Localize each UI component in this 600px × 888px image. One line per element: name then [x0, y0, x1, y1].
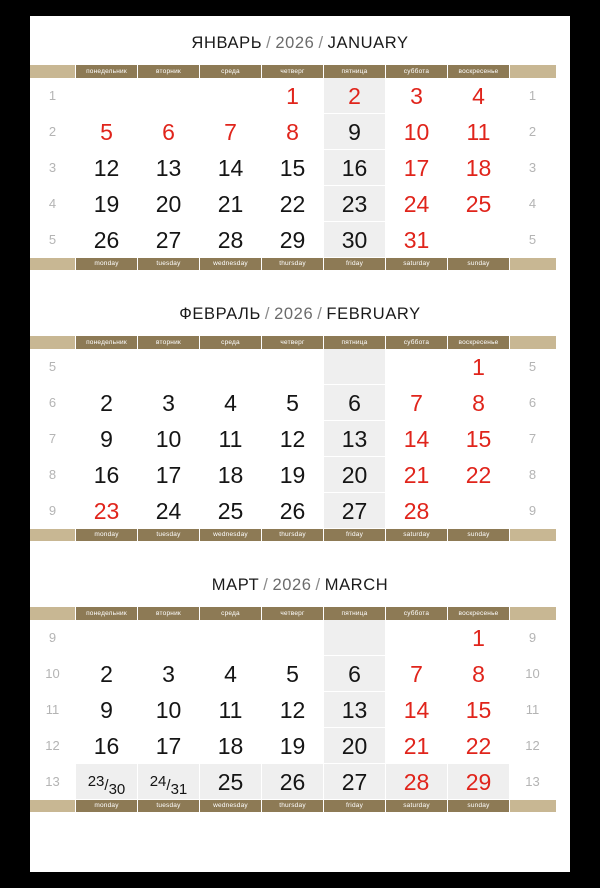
weeknum-header-left — [30, 607, 76, 620]
day-cell — [386, 349, 448, 385]
weekday-footer-en: tuesday — [138, 258, 200, 270]
day-cell-fraction-num: 23 — [87, 773, 105, 790]
day-cell-fraction-slash: / — [104, 777, 109, 794]
weekday-header-ru: понедельник — [76, 607, 138, 620]
day-cell: 12 — [76, 150, 138, 186]
weekday-header-ru: четверг — [262, 607, 324, 620]
day-cell: 2 — [76, 656, 138, 692]
month-title-ru: МАРТ — [211, 576, 260, 594]
day-cell: 17 — [386, 150, 448, 186]
weekday-header-ru: вторник — [138, 65, 200, 78]
month-grid — [30, 65, 570, 270]
day-cell: 12 — [262, 421, 324, 457]
weeknum-footer-left — [30, 800, 76, 812]
weekday-footer-en: tuesday — [138, 800, 200, 812]
day-cell — [386, 620, 448, 656]
title-separator: / — [317, 305, 323, 323]
day-cell-fraction-den: 30 — [108, 781, 126, 798]
week-number-right: 4 — [510, 186, 556, 222]
day-cell — [324, 620, 386, 656]
day-cell: 7 — [386, 656, 448, 692]
week-number-right: 7 — [510, 421, 556, 457]
day-cell: 30 — [324, 222, 386, 258]
weekday-footer-en: friday — [324, 800, 386, 812]
day-cell: 18 — [200, 728, 262, 764]
day-cell: 31 — [386, 222, 448, 258]
day-cell — [138, 78, 200, 114]
calendar-sheet — [30, 16, 570, 872]
week-number-left: 10 — [30, 656, 76, 692]
day-cell: 5 — [76, 114, 138, 150]
weekday-header-ru: понедельник — [76, 65, 138, 78]
day-cell: 29 — [448, 764, 510, 800]
day-cell: 10 — [138, 421, 200, 457]
day-cell: 3 — [138, 385, 200, 421]
day-cell: 2 — [76, 385, 138, 421]
weekday-header-ru: вторник — [138, 607, 200, 620]
weekday-footer-en: thursday — [262, 529, 324, 541]
week-number-left: 7 — [30, 421, 76, 457]
week-number-left: 2 — [30, 114, 76, 150]
weekday-footer-en: wednesday — [200, 258, 262, 270]
month-title — [30, 558, 570, 607]
week-number-right: 2 — [510, 114, 556, 150]
day-cell: 6 — [138, 114, 200, 150]
day-cell: 10 — [386, 114, 448, 150]
weekday-footer-en: wednesday — [200, 529, 262, 541]
day-cell: 1 — [262, 78, 324, 114]
day-cell: 27 — [324, 764, 386, 800]
title-separator: / — [266, 34, 272, 52]
day-cell: 18 — [448, 150, 510, 186]
day-cell: 13 — [324, 692, 386, 728]
day-cell: 24 — [138, 493, 200, 529]
week-number-right: 1 — [510, 78, 556, 114]
block-gap — [30, 541, 570, 558]
day-cell: 1 — [448, 349, 510, 385]
month-title-year: 2026 — [272, 576, 312, 594]
weeknum-header-right — [510, 336, 556, 349]
weekday-footer-en: wednesday — [200, 800, 262, 812]
day-cell — [76, 349, 138, 385]
day-cell: 6 — [324, 385, 386, 421]
day-cell-fraction — [88, 768, 126, 804]
day-cell — [448, 222, 510, 258]
weeknum-footer-left — [30, 529, 76, 541]
day-cell: 22 — [448, 728, 510, 764]
week-number-right: 13 — [510, 764, 556, 800]
title-separator: / — [264, 305, 271, 323]
week-number-left: 12 — [30, 728, 76, 764]
weekday-header-ru: пятница — [324, 65, 386, 78]
day-cell: 10 — [138, 692, 200, 728]
weekday-header-ru: воскресенье — [448, 336, 510, 349]
day-cell: 19 — [76, 186, 138, 222]
weekday-footer-en: saturday — [386, 258, 448, 270]
weekday-footer-en: friday — [324, 258, 386, 270]
day-cell: 20 — [324, 457, 386, 493]
weekday-header-ru: пятница — [324, 336, 386, 349]
day-cell: 9 — [76, 692, 138, 728]
weeknum-header-left — [30, 336, 76, 349]
day-cell: 11 — [200, 421, 262, 457]
day-cell: 14 — [386, 692, 448, 728]
weekday-footer-en: thursday — [262, 800, 324, 812]
day-cell: 20 — [324, 728, 386, 764]
weekday-header-ru: воскресенье — [448, 607, 510, 620]
weekday-footer-en: saturday — [386, 800, 448, 812]
week-number-left: 5 — [30, 222, 76, 258]
week-number-right: 6 — [510, 385, 556, 421]
day-cell: 20 — [138, 186, 200, 222]
weekday-footer-en: sunday — [448, 529, 510, 541]
day-cell — [76, 620, 138, 656]
day-cell: 29 — [262, 222, 324, 258]
week-number-left: 9 — [30, 493, 76, 529]
day-cell: 18 — [200, 457, 262, 493]
month-grid — [30, 607, 570, 812]
day-cell — [262, 349, 324, 385]
month-title-en: JANUARY — [327, 34, 409, 52]
weekday-footer-en: saturday — [386, 529, 448, 541]
weekday-footer-en: thursday — [262, 258, 324, 270]
week-number-right: 5 — [510, 222, 556, 258]
day-cell: 23 — [324, 186, 386, 222]
week-number-left: 4 — [30, 186, 76, 222]
week-number-right: 9 — [510, 493, 556, 529]
weekday-footer-en: monday — [76, 800, 138, 812]
day-cell: 28 — [200, 222, 262, 258]
day-cell — [138, 620, 200, 656]
week-number-right: 5 — [510, 349, 556, 385]
weeknum-header-right — [510, 607, 556, 620]
weekday-header-ru: воскресенье — [448, 65, 510, 78]
day-cell: 23 — [76, 493, 138, 529]
day-cell: 15 — [448, 692, 510, 728]
weekday-footer-en: sunday — [448, 800, 510, 812]
weekday-header-ru: пятница — [324, 607, 386, 620]
day-cell — [448, 493, 510, 529]
day-cell: 4 — [200, 385, 262, 421]
month-title-en: FEBRUARY — [326, 305, 421, 323]
week-number-left: 1 — [30, 78, 76, 114]
weekday-footer-en: tuesday — [138, 529, 200, 541]
day-cell: 22 — [262, 186, 324, 222]
day-cell: 24 — [386, 186, 448, 222]
day-cell: 21 — [200, 186, 262, 222]
day-cell: 3 — [138, 656, 200, 692]
day-cell: 16 — [324, 150, 386, 186]
day-cell: 13 — [138, 150, 200, 186]
day-cell: 15 — [448, 421, 510, 457]
day-cell: 26 — [76, 222, 138, 258]
weekday-header-ru: среда — [200, 607, 262, 620]
week-number-left: 3 — [30, 150, 76, 186]
week-number-left: 5 — [30, 349, 76, 385]
day-cell: 3 — [386, 78, 448, 114]
day-cell — [324, 349, 386, 385]
day-cell: 11 — [448, 114, 510, 150]
day-cell: 19 — [262, 457, 324, 493]
day-cell: 19 — [262, 728, 324, 764]
week-number-left: 8 — [30, 457, 76, 493]
day-cell: 7 — [200, 114, 262, 150]
day-cell: 22 — [448, 457, 510, 493]
title-separator: / — [318, 34, 324, 52]
day-cell — [138, 764, 200, 800]
week-number-right: 10 — [510, 656, 556, 692]
month-title-year: 2026 — [274, 305, 314, 323]
day-cell: 1 — [448, 620, 510, 656]
day-cell — [200, 78, 262, 114]
weekday-header-ru: суббота — [386, 336, 448, 349]
weekday-footer-en: friday — [324, 529, 386, 541]
day-cell: 16 — [76, 457, 138, 493]
month-title-en: MARCH — [324, 576, 389, 594]
week-number-right: 3 — [510, 150, 556, 186]
title-separator: / — [315, 576, 321, 594]
weekday-header-ru: среда — [200, 336, 262, 349]
day-cell: 9 — [324, 114, 386, 150]
day-cell: 4 — [448, 78, 510, 114]
weekday-header-ru: суббота — [386, 607, 448, 620]
day-cell: 11 — [200, 692, 262, 728]
weekday-header-ru: среда — [200, 65, 262, 78]
week-number-right: 11 — [510, 692, 556, 728]
month-title-year: 2026 — [275, 34, 315, 52]
day-cell: 28 — [386, 764, 448, 800]
day-cell: 8 — [262, 114, 324, 150]
day-cell: 14 — [386, 421, 448, 457]
month-title — [30, 16, 570, 65]
month-title-ru: ЯНВАРЬ — [191, 34, 263, 52]
weekday-header-ru: четверг — [262, 65, 324, 78]
weeknum-footer-right — [510, 800, 556, 812]
day-cell-fraction — [150, 768, 188, 804]
day-cell: 8 — [448, 656, 510, 692]
month-block — [30, 16, 570, 270]
week-number-left: 13 — [30, 764, 76, 800]
day-cell: 14 — [200, 150, 262, 186]
week-number-left: 9 — [30, 620, 76, 656]
weeknum-header-left — [30, 65, 76, 78]
day-cell: 9 — [76, 421, 138, 457]
weekday-header-ru: четверг — [262, 336, 324, 349]
month-grid — [30, 336, 570, 541]
day-cell: 8 — [448, 385, 510, 421]
day-cell: 27 — [138, 222, 200, 258]
day-cell: 28 — [386, 493, 448, 529]
day-cell-fraction-num: 24 — [149, 773, 167, 790]
day-cell — [200, 620, 262, 656]
day-cell: 27 — [324, 493, 386, 529]
week-number-left: 11 — [30, 692, 76, 728]
day-cell: 15 — [262, 150, 324, 186]
weekday-header-ru: понедельник — [76, 336, 138, 349]
day-cell: 21 — [386, 457, 448, 493]
day-cell: 25 — [448, 186, 510, 222]
block-gap — [30, 270, 570, 287]
day-cell: 21 — [386, 728, 448, 764]
months-container — [30, 16, 570, 812]
day-cell: 7 — [386, 385, 448, 421]
weekday-footer-en: monday — [76, 258, 138, 270]
weekday-footer-en: monday — [76, 529, 138, 541]
day-cell — [138, 349, 200, 385]
day-cell: 13 — [324, 421, 386, 457]
day-cell: 25 — [200, 764, 262, 800]
month-title-ru: ФЕВРАЛЬ — [179, 305, 261, 323]
day-cell-fraction-slash: / — [166, 777, 171, 794]
week-number-right: 9 — [510, 620, 556, 656]
day-cell: 5 — [262, 385, 324, 421]
week-number-left: 6 — [30, 385, 76, 421]
weeknum-footer-right — [510, 258, 556, 270]
day-cell: 4 — [200, 656, 262, 692]
weekday-header-ru: суббота — [386, 65, 448, 78]
month-title — [30, 287, 570, 336]
weekday-header-ru: вторник — [138, 336, 200, 349]
title-separator: / — [263, 576, 269, 594]
weekday-footer-en: sunday — [448, 258, 510, 270]
day-cell: 5 — [262, 656, 324, 692]
week-number-right: 12 — [510, 728, 556, 764]
day-cell: 2 — [324, 78, 386, 114]
day-cell: 17 — [138, 457, 200, 493]
day-cell-fraction-den: 31 — [170, 781, 188, 798]
day-cell: 26 — [262, 764, 324, 800]
weeknum-footer-left — [30, 258, 76, 270]
week-number-right: 8 — [510, 457, 556, 493]
day-cell: 12 — [262, 692, 324, 728]
day-cell — [76, 764, 138, 800]
day-cell: 16 — [76, 728, 138, 764]
day-cell: 25 — [200, 493, 262, 529]
weeknum-footer-right — [510, 529, 556, 541]
day-cell — [76, 78, 138, 114]
day-cell: 6 — [324, 656, 386, 692]
day-cell: 17 — [138, 728, 200, 764]
month-block — [30, 287, 570, 541]
weeknum-header-right — [510, 65, 556, 78]
month-block — [30, 558, 570, 812]
day-cell: 26 — [262, 493, 324, 529]
day-cell — [200, 349, 262, 385]
day-cell — [262, 620, 324, 656]
